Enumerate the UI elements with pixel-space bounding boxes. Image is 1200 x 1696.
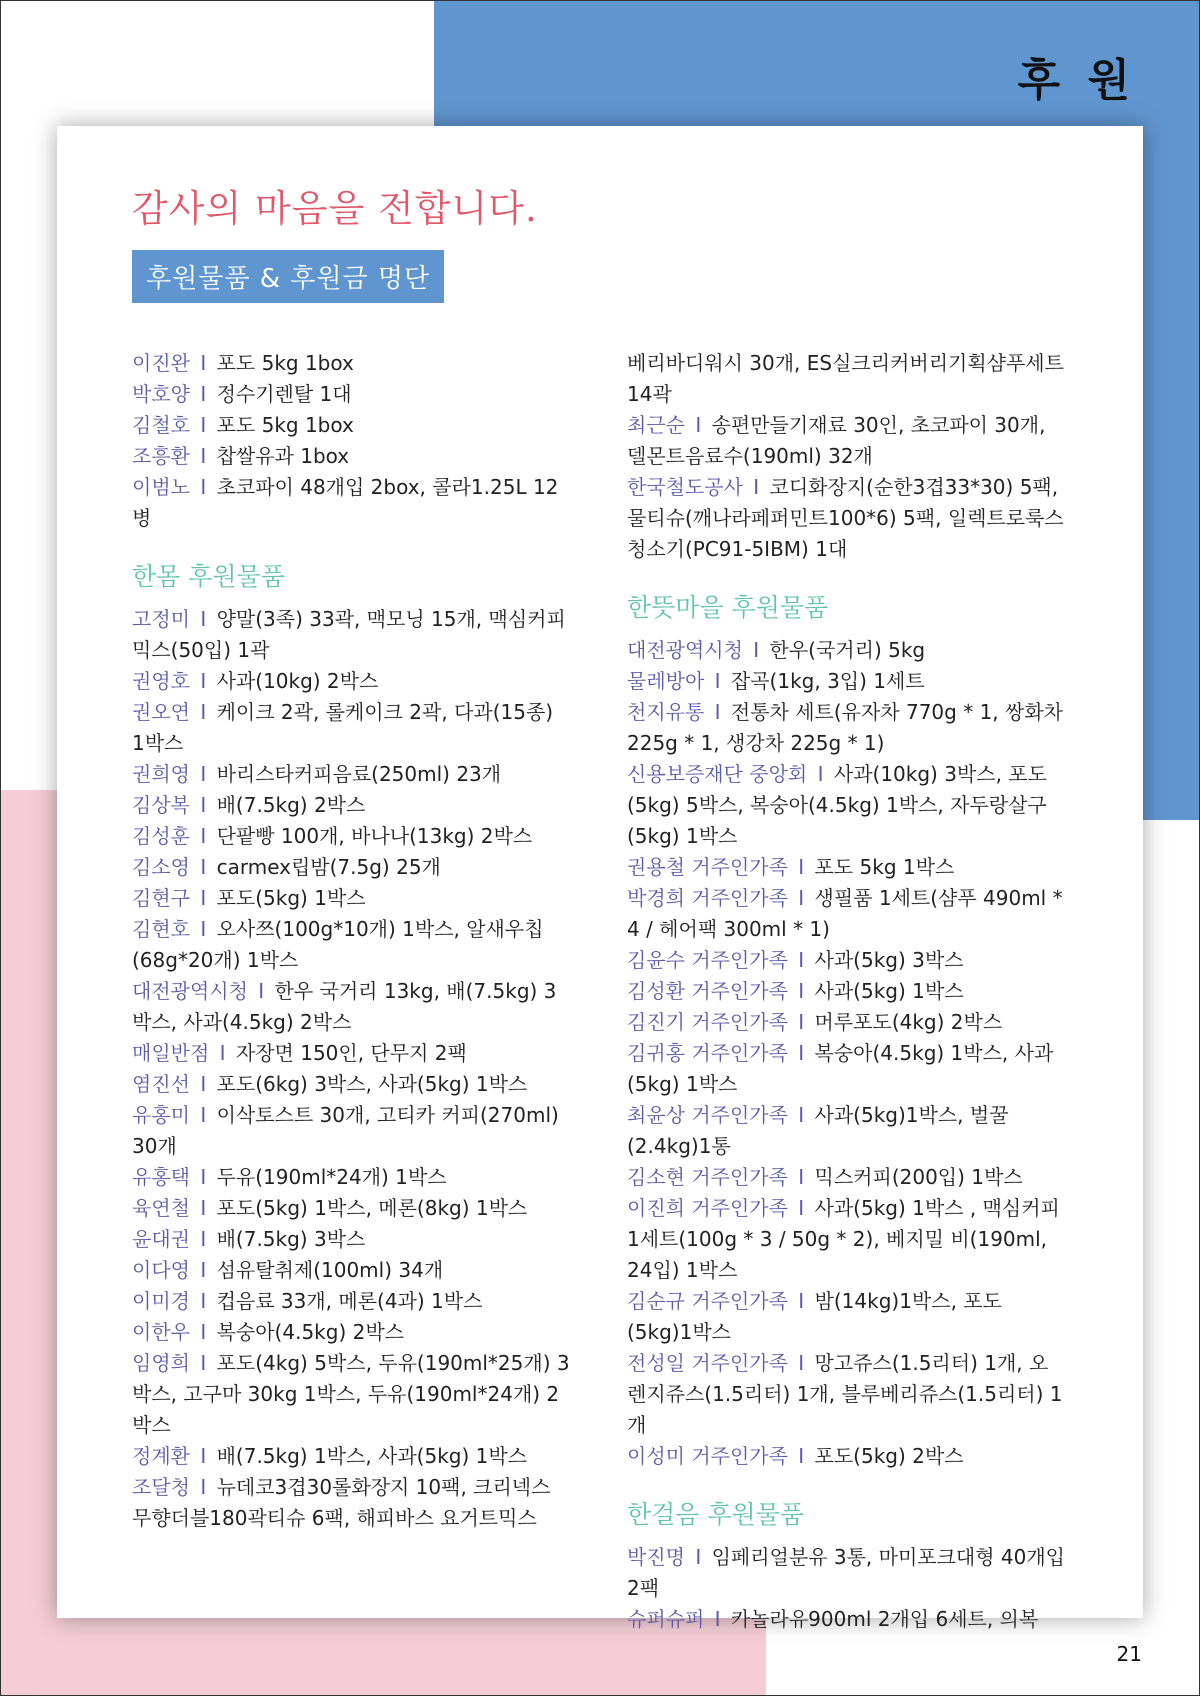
separator: I (791, 855, 811, 879)
donor-name: 조달청 (132, 1475, 190, 1499)
donation-item: 단팥빵 100개, 바나나(13kg) 2박스 (216, 824, 533, 848)
donor-name: 김윤수 거주인가족 (627, 948, 788, 972)
donor-name: 김귀홍 거주인가족 (627, 1041, 788, 1065)
donor-name: 윤대권 (132, 1227, 190, 1251)
donor-name: 김상복 (132, 793, 190, 817)
donor-entry (627, 472, 1067, 565)
donor-name: 육연철 (132, 1196, 190, 1220)
donor-entry (132, 697, 572, 759)
donor-name: 권영호 (132, 669, 190, 693)
donor-name: 김현구 (132, 886, 190, 910)
donor-entry (132, 1162, 572, 1193)
donation-item: 전통차 세트(유자차 770g * 1, 쌍화차 225g * 1, 생강차 225g * 1) (627, 700, 1063, 755)
separator: I (791, 1196, 811, 1220)
donor-name: 김성환 거주인가족 (627, 979, 788, 1003)
donor-entry (132, 976, 572, 1038)
separator: I (193, 1196, 213, 1220)
separator: I (746, 638, 766, 662)
donation-item: 잡곡(1kg, 3입) 1세트 (730, 669, 925, 693)
donation-item: 사과(5kg) 3박스 (814, 948, 964, 972)
donor-name: 김현호 (132, 917, 190, 941)
separator: I (193, 1165, 213, 1189)
donation-item: 자장면 150인, 단무지 2팩 (235, 1041, 467, 1065)
separator: I (193, 1351, 213, 1375)
separator: I (811, 762, 830, 786)
separator: I (193, 855, 213, 879)
donor-entry (132, 472, 572, 534)
donor-entry (627, 883, 1067, 945)
separator: I (791, 886, 811, 910)
separator: I (708, 669, 727, 693)
donor-entry (627, 1038, 1067, 1100)
donor-name: 김진기 거주인가족 (627, 1010, 788, 1034)
donor-entry (627, 1193, 1067, 1286)
donation-item: 사과(10kg) 3박스, 포도(5kg) 5박스, 복숭아(4.5kg) 1박스, 자두랑살구(5kg) 1박스 (627, 762, 1047, 848)
separator: I (193, 1227, 213, 1251)
donor-name: 정계환 (132, 1444, 190, 1468)
separator: I (746, 475, 766, 499)
separator: I (193, 1072, 213, 1096)
separator: I (193, 824, 213, 848)
donation-item: 두유(190ml*24개) 1박스 (216, 1165, 447, 1189)
donor-entry (627, 852, 1067, 883)
donor-entry (627, 1348, 1067, 1441)
separator: I (193, 669, 213, 693)
donor-name: 염진선 (132, 1072, 190, 1096)
donor-entry (132, 1069, 572, 1100)
donation-item: 사과(5kg)1박스, 벌꿀(2.4kg)1통 (627, 1103, 1009, 1158)
donor-name: 박경희 거주인가족 (627, 886, 788, 910)
donor-name: 김성훈 (132, 824, 190, 848)
donor-entry (627, 1604, 1067, 1635)
continued-item: 베리바디워시 30개, ES실크리커버리기획샴푸세트 14곽 (627, 351, 1064, 406)
donation-item: 믹스커피(200입) 1박스 (814, 1165, 1023, 1189)
separator: I (193, 382, 213, 406)
donor-entry (132, 759, 572, 790)
donor-entry (132, 790, 572, 821)
donor-entry (132, 1100, 572, 1162)
donation-item: 배(7.5kg) 2박스 (216, 793, 366, 817)
donation-item: 포도(4kg) 5박스, 두유(190ml*25개) 3박스, 고구마 30kg 1박스, 두유(190ml*24개) 2박스 (132, 1351, 570, 1437)
group-title: 한걸음 후원물품 (627, 1500, 804, 1529)
donor-entry (627, 1007, 1067, 1038)
donor-entry (132, 410, 572, 441)
donor-name: 이다영 (132, 1258, 190, 1282)
separator: I (251, 979, 271, 1003)
donation-item: 바리스타커피음료(250ml) 23개 (216, 762, 502, 786)
donor-name: 임영희 (132, 1351, 190, 1375)
separator: I (213, 1041, 232, 1065)
separator: I (193, 444, 213, 468)
donor-name: 이진희 거주인가족 (627, 1196, 788, 1220)
donation-item: 이삭토스트 30개, 고티카 커피(270ml) 30개 (132, 1103, 559, 1158)
donor-name: 권오연 (132, 700, 190, 724)
separator: I (193, 607, 213, 631)
separator: I (791, 1165, 811, 1189)
donor-entry (132, 604, 572, 666)
donor-entry (132, 1038, 572, 1069)
donor-name: 고정미 (132, 607, 190, 631)
donation-item: 망고쥬스(1.5리터) 1개, 오렌지쥬스(1.5리터) 1개, 블루베리쥬스(1.5리터) 1개 (627, 1351, 1063, 1437)
donation-item: carmex립밤(7.5g) 25개 (216, 855, 441, 879)
separator: I (791, 979, 811, 1003)
donor-entry (627, 1441, 1067, 1472)
donation-item: 초코파이 48개입 2box, 콜라1.25L 12병 (132, 475, 559, 530)
donor-name: 전성일 거주인가족 (627, 1351, 788, 1375)
separator: I (688, 413, 708, 437)
donation-item: 포도 5kg 1box (216, 413, 354, 437)
separator: I (688, 1545, 708, 1569)
headline: 감사의 마음을 전합니다. (132, 187, 538, 230)
donor-name: 이성미 거주인가족 (627, 1444, 788, 1468)
donor-entry (132, 914, 572, 976)
donor-name: 천지유통 (627, 700, 705, 724)
donation-item: 섬유탈취제(100ml) 34개 (216, 1258, 444, 1282)
donor-name: 대전광역시청 (627, 638, 743, 662)
donation-item: 사과(5kg) 1박스 , 맥심커피 1세트(100g * 3 / 50g * 2), 베지밀 비(190ml, 24입) 1박스 (627, 1196, 1060, 1282)
donation-item: 케이크 2곽, 롤케이크 2곽, 다과(15종) 1박스 (132, 700, 554, 755)
donation-item: 배(7.5kg) 3박스 (216, 1227, 366, 1251)
donation-item: 복숭아(4.5kg) 2박스 (216, 1320, 404, 1344)
separator: I (193, 1289, 213, 1313)
donation-item: 양말(3족) 33곽, 맥모닝 15개, 맥심커피믹스(50입) 1곽 (132, 607, 566, 662)
donation-item: 송편만들기재료 30인, 초코파이 30개, 델몬트음료수(190ml) 32개 (627, 413, 1046, 468)
donor-name: 매일반점 (132, 1041, 210, 1065)
separator: I (193, 917, 213, 941)
donor-name: 김소현 거주인가족 (627, 1165, 788, 1189)
donation-item: 포도(5kg) 2박스 (814, 1444, 964, 1468)
donor-name: 한국철도공사 (627, 475, 743, 499)
separator: I (193, 413, 213, 437)
donor-entry (627, 976, 1067, 1007)
donation-item: 찹쌀유과 1box (216, 444, 350, 468)
donor-entry (627, 410, 1067, 472)
separator: I (708, 1607, 727, 1631)
donation-item: 포도(5kg) 1박스, 메론(8kg) 1박스 (216, 1196, 528, 1220)
separator: I (193, 1320, 213, 1344)
separator: I (791, 1444, 811, 1468)
donor-entry (627, 945, 1067, 976)
group-title: 한뜻마을 후원물품 (627, 593, 829, 622)
right-column (627, 348, 1067, 1635)
donation-item: 코디화장지(순한3겹33*30) 5팩, 물티슈(깨나라페퍼민트100*6) 5팩, 일렉트로룩스 청소기(PC91-5IBM) 1대 (627, 475, 1064, 561)
donor-entry (627, 1100, 1067, 1162)
separator: I (193, 1475, 213, 1499)
donor-name: 김철호 (132, 413, 190, 437)
separator: I (193, 1444, 213, 1468)
separator: I (193, 351, 213, 375)
list-banner: 후원물품 & 후원금 명단 (132, 250, 444, 303)
donor-entry (132, 1193, 572, 1224)
donation-item: 오사쯔(100g*10개) 1박스, 알새우칩(68g*20개) 1박스 (132, 917, 544, 972)
donation-item: 사과(5kg) 1박스 (814, 979, 964, 1003)
donor-name: 슈퍼슈퍼 (627, 1607, 705, 1631)
donation-item: 머루포도(4kg) 2박스 (814, 1010, 1003, 1034)
group-title: 한몸 후원물품 (132, 562, 285, 591)
donor-entry (132, 1286, 572, 1317)
donor-entry (627, 697, 1067, 759)
donor-name: 박호양 (132, 382, 190, 406)
donation-item: 한우 국거리 13kg, 배(7.5kg) 3박스, 사과(4.5kg) 2박스 (132, 979, 557, 1034)
separator: I (791, 948, 811, 972)
donor-entry (627, 1286, 1067, 1348)
donor-entry (627, 759, 1067, 852)
donor-name: 신용보증재단 중앙회 (627, 762, 808, 786)
donor-entry (627, 635, 1067, 666)
donation-item: 포도 5kg 1박스 (814, 855, 955, 879)
donor-entry (132, 348, 572, 379)
donor-entry (627, 1162, 1067, 1193)
donation-item: 밤(14kg)1박스, 포도(5kg)1박스 (627, 1289, 1002, 1344)
left-column (132, 348, 572, 1534)
page-number: 21 (1116, 1642, 1142, 1666)
separator: I (193, 700, 213, 724)
separator: I (791, 1289, 811, 1313)
donor-entry (627, 1542, 1067, 1604)
donation-item: 배(7.5kg) 1박스, 사과(5kg) 1박스 (216, 1444, 528, 1468)
separator: I (193, 1103, 213, 1127)
donor-name: 김순규 거주인가족 (627, 1289, 788, 1313)
separator: I (791, 1010, 811, 1034)
donor-entry (132, 1317, 572, 1348)
donor-name: 권희영 (132, 762, 190, 786)
donor-entry (132, 666, 572, 697)
section-tag: 후 원 (1017, 55, 1136, 106)
donation-item: 카놀라유900ml 2개입 6세트, 의복 (730, 1607, 1039, 1631)
content-card (57, 126, 1143, 1631)
donor-entry (132, 1472, 572, 1534)
separator: I (791, 1041, 811, 1065)
donation-item: 포도 5kg 1box (216, 351, 354, 375)
donation-item: 한우(국거리) 5kg (769, 638, 926, 662)
donor-entry (132, 883, 572, 914)
donor-name: 대전광역시청 (132, 979, 248, 1003)
donation-item: 컵음료 33개, 메론(4과) 1박스 (216, 1289, 483, 1313)
donor-name: 유홍미 (132, 1103, 190, 1127)
donation-item: 정수기렌탈 1대 (216, 382, 352, 406)
donor-name: 이미경 (132, 1289, 190, 1313)
donor-entry (132, 441, 572, 472)
separator: I (193, 762, 213, 786)
donor-name: 물레방아 (627, 669, 705, 693)
donation-item: 뉴데코3겹30롤화장지 10팩, 크리넥스 무향더블180곽티슈 6팩, 해피바스 요거트믹스 (132, 1475, 551, 1530)
donor-name: 이범노 (132, 475, 190, 499)
donor-name: 이진완 (132, 351, 190, 375)
separator: I (193, 793, 213, 817)
donation-item: 생필품 1세트(샴푸 490ml * 4 / 헤어팩 300ml * 1) (627, 886, 1063, 941)
donor-name: 최윤상 거주인가족 (627, 1103, 788, 1127)
separator: I (193, 475, 213, 499)
donor-name: 유홍택 (132, 1165, 190, 1189)
donor-name: 박진명 (627, 1545, 685, 1569)
donor-name: 최근순 (627, 413, 685, 437)
separator: I (193, 886, 213, 910)
donor-name: 권용철 거주인가족 (627, 855, 788, 879)
donor-entry (132, 1255, 572, 1286)
donor-entry (132, 821, 572, 852)
separator: I (708, 700, 727, 724)
donor-entry (132, 379, 572, 410)
donor-name: 조흥환 (132, 444, 190, 468)
donor-entry (132, 1348, 572, 1441)
separator: I (193, 1258, 213, 1282)
donor-name: 김소영 (132, 855, 190, 879)
donation-item: 포도(5kg) 1박스 (216, 886, 366, 910)
donor-entry (132, 1224, 572, 1255)
separator: I (791, 1103, 811, 1127)
donation-item: 임페리얼분유 3통, 마미포크대형 40개입 2팩 (627, 1545, 1065, 1600)
donation-item: 사과(10kg) 2박스 (216, 669, 379, 693)
donor-entry (132, 852, 572, 883)
donor-entry (132, 1441, 572, 1472)
donor-name: 이한우 (132, 1320, 190, 1344)
donation-item: 포도(6kg) 3박스, 사과(5kg) 1박스 (216, 1072, 528, 1096)
donor-entry (627, 666, 1067, 697)
donation-item: 복숭아(4.5kg) 1박스, 사과(5kg) 1박스 (627, 1041, 1054, 1096)
separator: I (791, 1351, 811, 1375)
